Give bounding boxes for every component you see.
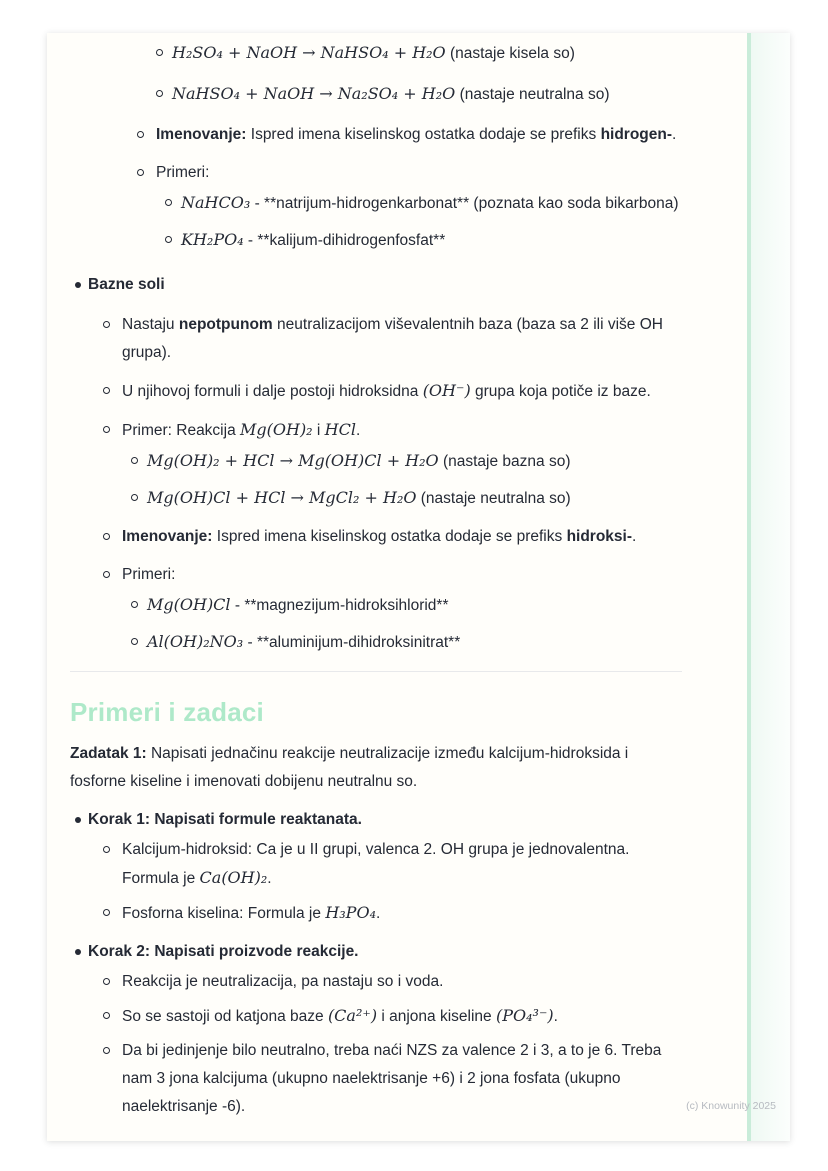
text-segment: U njihovoj formuli i dalje postoji hidroksidna <box>122 383 423 400</box>
nested-list <box>88 968 682 1121</box>
list-item <box>122 1037 682 1121</box>
list-item <box>147 447 682 476</box>
text-segment: hidroksi- <box>566 528 633 545</box>
list-acid-salt-equations <box>147 39 682 109</box>
text-segment: Imenovanje: <box>122 528 213 545</box>
text-segment: Primer: Reakcija <box>122 422 240 439</box>
text-segment: . <box>553 1008 558 1025</box>
page-content <box>70 39 682 1131</box>
chemical-formula: NaHSO₄ + NaOH → Na₂SO₄ + H₂O <box>172 84 456 103</box>
chemical-formula: (OH⁻) <box>422 381 471 400</box>
nested-list <box>156 189 682 255</box>
chemical-formula: (Ca²⁺) <box>327 1006 378 1025</box>
text-segment: So se sastoji od katjona baze <box>122 1008 328 1025</box>
text-segment: Da bi jedinjenje bilo neutralno, treba naći NZS za valence 2 i 3, a to je 6. Treba nam 3 jona kalcijuma (ukupno naelektrisanje +6) i 2 jona fosfata (ukupno naelektrisanje -6). <box>122 1042 662 1115</box>
list-item <box>122 968 682 996</box>
chemical-formula: NaHCO₃ <box>181 193 251 212</box>
list-item <box>147 628 682 657</box>
text-segment: - **kalijum-dihidrogenfosfat** <box>243 232 446 249</box>
text-segment: . <box>672 126 677 143</box>
chemical-formula: Mg(OH)Cl + HCl → MgCl₂ + H₂O <box>147 488 417 507</box>
nested-list <box>88 836 682 928</box>
text-segment: neutralizacijom viševalentnih baza (baza sa 2 ili više OH grupa). <box>122 316 663 361</box>
list-task-steps <box>70 806 682 1121</box>
chemical-formula: HCl <box>324 420 356 439</box>
list-item <box>122 523 682 551</box>
text-segment: - **magnezijum-hidroksihlorid** <box>230 597 449 614</box>
list-item <box>147 484 682 513</box>
task-paragraph <box>70 740 682 796</box>
page-accent-bar <box>747 33 751 1141</box>
list-acid-salt-notes <box>122 121 682 255</box>
nested-list <box>88 311 682 657</box>
text-segment: Bazne soli <box>88 276 165 293</box>
list-item <box>172 39 682 68</box>
list-item <box>122 1002 682 1031</box>
text-segment: Zadatak 1: <box>70 745 147 762</box>
text-segment: Imenovanje: <box>156 126 247 143</box>
text-segment: - **aluminijum-dihidroksinitrat** <box>243 634 461 651</box>
text-segment: nepotpunom <box>178 316 273 333</box>
list-item <box>122 311 682 367</box>
nested-list <box>122 591 682 657</box>
text-segment: hidrogen- <box>600 126 673 143</box>
text-segment: i anjona kiseline <box>377 1008 496 1025</box>
text-segment: (nastaje kisela so) <box>445 45 575 62</box>
text-segment: . <box>355 422 361 439</box>
chemical-formula: (PO₄³⁻) <box>495 1006 554 1025</box>
page-accent-strip <box>751 33 790 1141</box>
text-segment: - **natrijum-hidrogenkarbonat** (poznata kao soda bikarbona) <box>250 195 679 212</box>
list-item <box>172 80 682 109</box>
list-item <box>156 121 682 149</box>
list-item <box>122 561 682 657</box>
text-segment: . <box>267 870 272 887</box>
text-segment: . <box>375 905 381 922</box>
text-segment: Ispred imena kiselinskog ostatka dodaje se prefiks <box>246 126 601 143</box>
text-segment: Ispred imena kiselinskog ostatka dodaje se prefiks <box>212 528 567 545</box>
text-segment: Korak 2: Napisati proizvode reakcije. <box>88 943 359 960</box>
list-item <box>181 189 682 218</box>
text-segment: . <box>632 528 637 545</box>
chemical-formula: Mg(OH)Cl <box>147 595 231 614</box>
list-item <box>122 416 682 513</box>
list-item <box>122 836 682 893</box>
text-segment: Kalcijum-hidroksid: Ca je u II grupi, valenca 2. OH grupa je jednovalentna. Formula je <box>122 841 630 887</box>
text-segment: Nastaju <box>122 316 179 333</box>
list-item <box>147 591 682 620</box>
section-heading: Primeri i zadaci <box>70 697 264 727</box>
list-item <box>156 159 682 255</box>
chemical-formula: H₂SO₄ + NaOH → NaHSO₄ + H₂O <box>172 43 446 62</box>
chemical-formula: Al(OH)₂NO₃ <box>147 632 244 651</box>
text-segment: Primeri: <box>156 164 210 181</box>
text-segment: (nastaje neutralna so) <box>416 490 571 507</box>
section-divider <box>70 671 682 672</box>
chemical-formula: H₃PO₄ <box>325 903 376 922</box>
nested-list <box>122 447 682 513</box>
copyright-watermark: (c) Knowunity 2025 <box>686 1100 776 1112</box>
list-item <box>88 271 682 657</box>
text-segment: (nastaje neutralna so) <box>455 86 610 103</box>
text-segment: i <box>312 422 325 439</box>
chemical-formula: Mg(OH)₂ <box>240 420 313 439</box>
text-segment: (nastaje bazna so) <box>438 453 571 470</box>
chemical-formula: Ca(OH)₂ <box>199 868 268 887</box>
text-segment: Napisati jednačinu reakcije neutralizacije između kalcijum-hidroksida i fosforne kiseline i imenovati dobijenu neutralnu so. <box>70 745 629 790</box>
list-item <box>122 899 682 928</box>
list-basic-salts <box>70 271 682 657</box>
text-segment: grupa koja potiče iz baze. <box>470 383 651 400</box>
chemical-formula: KH₂PO₄ <box>181 230 244 249</box>
text-segment: Primeri: <box>122 566 176 583</box>
list-item <box>88 938 682 1121</box>
document-page <box>47 33 790 1141</box>
list-item <box>181 226 682 255</box>
text-segment: Reakcija je neutralizacija, pa nastaju so i voda. <box>122 973 444 990</box>
list-item <box>88 806 682 928</box>
list-item <box>122 377 682 406</box>
text-segment: Fosforna kiselina: Formula je <box>122 905 326 922</box>
text-segment: Korak 1: Napisati formule reaktanata. <box>88 811 362 828</box>
chemical-formula: Mg(OH)₂ + HCl → Mg(OH)Cl + H₂O <box>147 451 439 470</box>
